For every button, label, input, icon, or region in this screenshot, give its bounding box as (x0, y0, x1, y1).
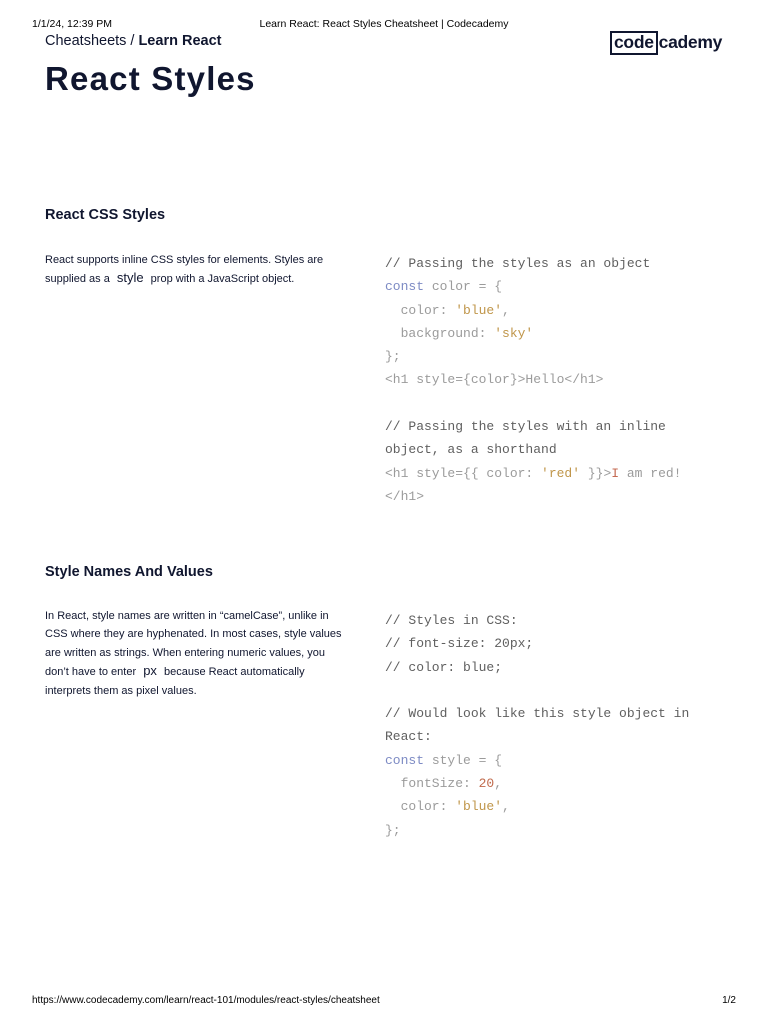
desc-text: prop with a JavaScript object. (147, 273, 295, 286)
print-page-number: 1/2 (722, 995, 736, 1006)
code-line: color: 'blue', (385, 302, 510, 318)
code-line: }; (385, 822, 401, 838)
code-line: // Would look like this style object in (385, 706, 690, 722)
code-block-react-css-styles (385, 252, 715, 508)
code-line: background: 'sky' (385, 325, 534, 341)
breadcrumb (45, 33, 221, 49)
code-line: </h1> (385, 488, 425, 504)
code-line: }; (385, 349, 401, 365)
breadcrumb-learn-react-link[interactable]: Learn React (138, 33, 222, 49)
section-description-style-names-and-values (45, 607, 345, 700)
section-description-react-css-styles (45, 251, 345, 289)
print-date: 1/1/24, 12:39 PM (32, 18, 112, 30)
print-page-title: Learn React: React Styles Cheatsheet | Codecademy (259, 18, 509, 30)
breadcrumb-cheatsheets-link[interactable]: Cheatsheets (45, 33, 127, 49)
section-title-react-css-styles: React CSS Styles (45, 207, 166, 223)
code-block-style-names-and-values (385, 609, 715, 842)
code-line: object, as a shorthand (385, 442, 557, 458)
desc-text: In React, style names are written in “camelCase”, unlike in CSS where they are hyphenated. In most cases, style values are written as strings. When entering numeric values, you don’t have to enter (45, 610, 342, 679)
desc-text: because React automatically interprets them as pixel values. (45, 666, 305, 697)
code-line: // color: blue; (385, 659, 503, 675)
code-line: // Styles in CSS: (385, 613, 518, 628)
codecademy-logo[interactable] (610, 31, 722, 55)
breadcrumb-separator: / (130, 33, 135, 49)
desc-text: React supports inline CSS styles for elements. Styles are supplied as a (45, 254, 324, 286)
inline-code-style: style (116, 270, 144, 286)
page-title: React Styles (45, 60, 256, 97)
code-line: // font-size: 20px; (385, 636, 534, 652)
code-line: color: 'blue', (385, 799, 510, 815)
code-line: React: (385, 729, 432, 745)
print-header (32, 18, 736, 32)
code-line: // Passing the styles as an object (385, 256, 651, 271)
print-url: https://www.codecademy.com/learn/react-101/modules/react-styles/cheatsheet (32, 995, 380, 1006)
inline-code-px: px (143, 663, 157, 679)
code-line: const style = { (385, 752, 503, 768)
code-line: // Passing the styles with an inline (385, 419, 666, 435)
code-line: <h1 style={color}>Hello</h1> (385, 372, 604, 388)
code-line: const color = { (385, 279, 503, 295)
section-title-style-names-and-values: Style Names And Values (45, 564, 213, 580)
code-line: fontSize: 20, (385, 776, 503, 792)
code-line: <h1 style={{ color: 'red' }}>I am red! (385, 465, 682, 481)
logo-boxed-text: code (610, 31, 658, 55)
logo-rest-text: cademy (658, 32, 723, 52)
